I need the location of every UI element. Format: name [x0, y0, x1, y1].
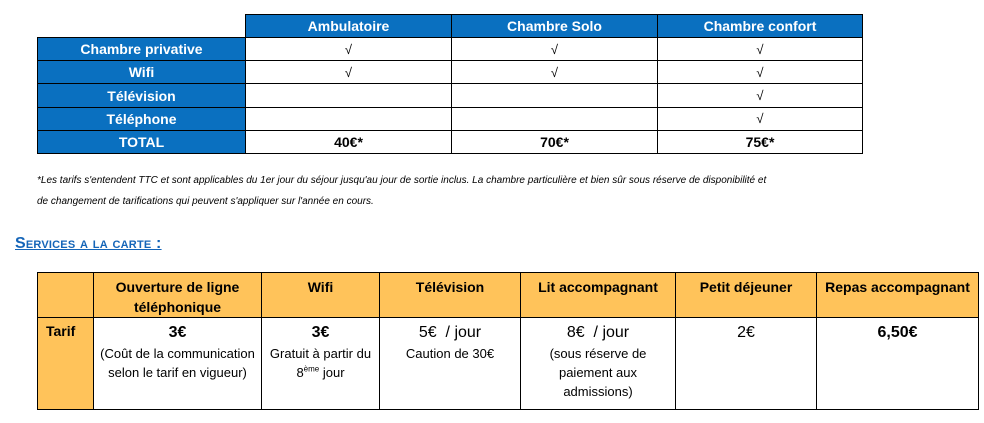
service-price: 3€ — [168, 324, 187, 341]
check-cell — [452, 84, 658, 107]
service-price: 6,50€ — [877, 324, 918, 341]
footnote-line: *Les tarifs s'entendent TTC et sont applicables du 1er jour du séjour jusqu'au jour de sortie inclus. La chambre particulière et bien sûr sous réserve de disponibilité et — [37, 175, 767, 186]
service-price: 3€ — [311, 324, 330, 341]
column-header: Télévision — [380, 273, 521, 318]
check-cell — [452, 107, 658, 130]
row-label: Tarif — [38, 318, 94, 410]
note-text: Gratuit à partir du 8 — [269, 346, 372, 380]
table-row — [38, 107, 863, 130]
total-row — [38, 130, 863, 153]
pricing-footnote — [37, 170, 937, 212]
service-note: Caution de 30€ — [405, 346, 495, 361]
check-cell: √ — [452, 61, 658, 84]
column-header: Lit accompagnant — [521, 273, 676, 318]
service-price: 5€ / jour — [418, 324, 482, 341]
check-cell — [246, 84, 452, 107]
service-note — [266, 344, 375, 382]
table-row — [38, 38, 863, 61]
column-header: Chambre Solo — [452, 15, 658, 38]
check-cell: √ — [658, 61, 863, 84]
corner-cell — [38, 15, 246, 38]
check-cell: √ — [658, 38, 863, 61]
row-label: Wifi — [38, 61, 246, 84]
table-row — [38, 84, 863, 107]
total-price: 75€* — [658, 130, 863, 153]
column-header: Ouverture de ligne téléphonique — [94, 273, 262, 318]
footnote-line: de changement de tarifications qui peuvent s'appliquer sur l'année en cours. — [37, 196, 374, 207]
check-cell — [246, 107, 452, 130]
column-header: Wifi — [262, 273, 380, 318]
service-cell — [380, 318, 521, 410]
tarif-row — [38, 318, 979, 410]
row-label: Téléphone — [38, 107, 246, 130]
note-superscript: ème — [303, 364, 320, 374]
service-price: 8€ / jour — [566, 324, 630, 341]
row-label: Télévision — [38, 84, 246, 107]
total-label: TOTAL — [38, 130, 246, 153]
column-header: Repas accompagnant — [817, 273, 979, 318]
service-note: (Coût de la communication selon le tarif en vigueur) — [100, 346, 255, 380]
table-row — [38, 61, 863, 84]
room-comparison-table — [37, 14, 863, 154]
row-label: Chambre privative — [38, 38, 246, 61]
corner-cell — [38, 273, 94, 318]
note-text: jour — [322, 365, 345, 380]
total-price: 70€* — [452, 130, 658, 153]
service-cell — [262, 318, 380, 410]
check-cell: √ — [452, 38, 658, 61]
column-header: Ambulatoire — [246, 15, 452, 38]
services-table — [37, 272, 979, 410]
check-cell: √ — [246, 38, 452, 61]
service-cell — [521, 318, 676, 410]
check-cell: √ — [658, 84, 863, 107]
service-cell — [94, 318, 262, 410]
column-header: Petit déjeuner — [676, 273, 817, 318]
service-cell — [676, 318, 817, 410]
check-cell: √ — [658, 107, 863, 130]
check-cell: √ — [246, 61, 452, 84]
table-header-row — [38, 273, 979, 318]
service-note: (sous réserve de paiement aux admissions) — [549, 346, 647, 399]
table-header-row — [38, 15, 863, 38]
service-price: 2€ — [737, 324, 755, 341]
total-price: 40€* — [246, 130, 452, 153]
service-cell — [817, 318, 979, 410]
column-header: Chambre confort — [658, 15, 863, 38]
section-title: Services a la carte : — [15, 235, 162, 252]
